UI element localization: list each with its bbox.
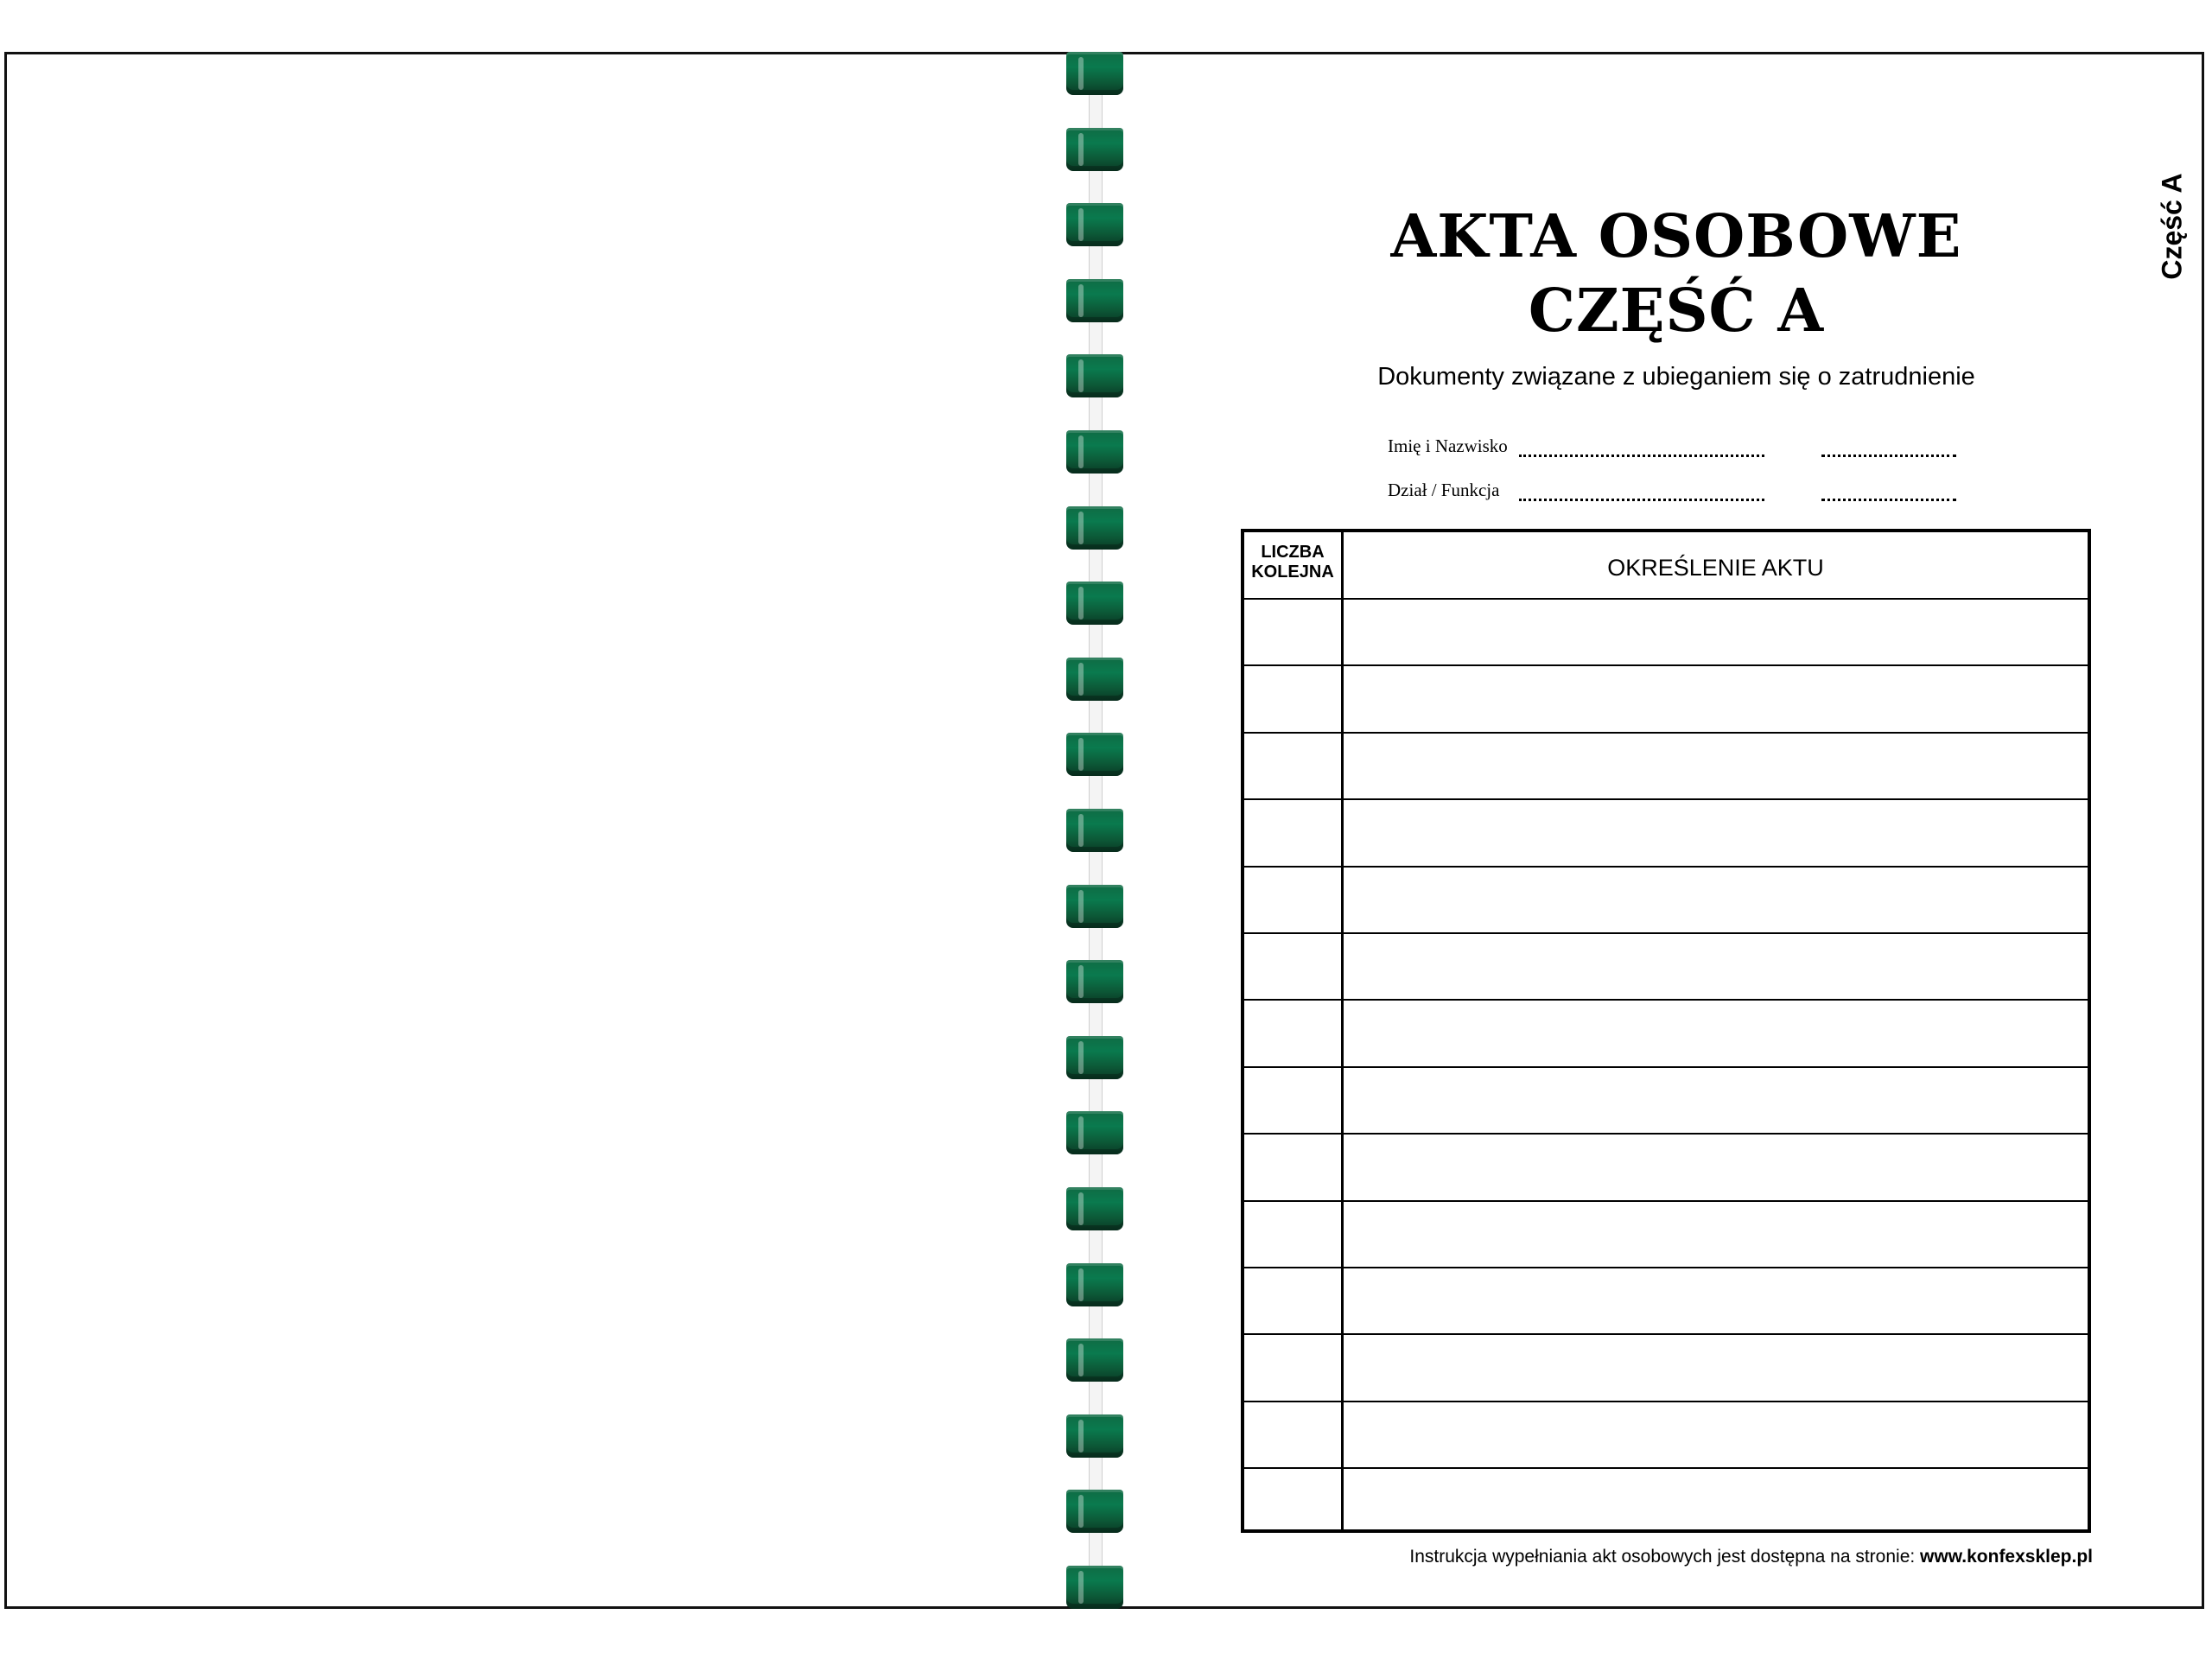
binding-ring [1061, 506, 1130, 553]
table-row[interactable] [1244, 934, 2088, 999]
binding-post [1089, 1077, 1103, 1112]
binding-post [1089, 472, 1103, 506]
binding-clip [1066, 1566, 1123, 1609]
table-header-number-line2: KOLEJNA [1251, 563, 1334, 582]
table-row[interactable] [1244, 1268, 2088, 1333]
binding-ring [1061, 354, 1130, 401]
binding-ring [1061, 885, 1130, 931]
department-field-label: Dział / Funkcja [1388, 480, 1500, 500]
document-title-line1: AKTA OSOBOWE [1390, 202, 1962, 271]
binding-clip [1066, 1187, 1123, 1230]
side-tab [2155, 166, 2190, 287]
binding-ring [1061, 1566, 1130, 1612]
binding-post [1089, 1305, 1103, 1339]
binding-clip [1066, 354, 1123, 397]
binding-ring [1061, 203, 1130, 250]
binding-ring [1061, 1036, 1130, 1083]
binding-clip [1066, 1414, 1123, 1458]
table-row[interactable] [1244, 1135, 2088, 1199]
binding-post [1089, 1380, 1103, 1414]
table-row[interactable] [1244, 1001, 2088, 1065]
table-row[interactable] [1244, 600, 2088, 664]
binding-ring [1061, 960, 1130, 1007]
department-field-line-extra[interactable] [1821, 499, 1956, 501]
binding-post [1089, 396, 1103, 430]
binding-ring [1061, 658, 1130, 704]
binding-ring [1061, 128, 1130, 175]
binding-post [1089, 699, 1103, 734]
binding-post [1089, 321, 1103, 355]
acts-table [1241, 529, 2091, 1533]
binding-ring [1061, 279, 1130, 326]
binding-post [1089, 548, 1103, 582]
binding-clip [1066, 1111, 1123, 1154]
binding-clip [1066, 809, 1123, 852]
comb-binding [1061, 52, 1130, 1611]
footnote-text: Instrukcja wypełniania akt osobowych jest dostępna na stronie: [1409, 1547, 1921, 1567]
table-header-number [1244, 543, 1341, 582]
binding-clip [1066, 1338, 1123, 1382]
binding-clip [1066, 1490, 1123, 1533]
binding-ring [1061, 1111, 1130, 1158]
department-field-line[interactable] [1519, 499, 1764, 501]
name-field-line-extra[interactable] [1821, 454, 1956, 457]
footnote [1409, 1547, 2093, 1567]
binding-clip [1066, 658, 1123, 701]
binding-post [1089, 1456, 1103, 1491]
document-title-line2: CZĘŚĆ A [1528, 276, 1825, 346]
binding-post [1089, 850, 1103, 885]
table-row[interactable] [1244, 868, 2088, 932]
binding-post [1089, 1001, 1103, 1036]
table-row[interactable] [1244, 800, 2088, 865]
binding-post [1089, 1229, 1103, 1263]
binding-ring [1061, 582, 1130, 628]
binding-clip [1066, 733, 1123, 776]
binding-clip [1066, 960, 1123, 1003]
name-field-line[interactable] [1519, 454, 1764, 457]
binding-clip [1066, 128, 1123, 171]
binding-clip [1066, 582, 1123, 625]
binding-ring [1061, 1338, 1130, 1385]
binding-ring [1061, 1414, 1130, 1461]
binding-clip [1066, 1263, 1123, 1306]
binding-clip [1066, 1036, 1123, 1079]
binding-clip [1066, 506, 1123, 550]
table-row[interactable] [1244, 734, 2088, 798]
binding-post [1089, 93, 1103, 128]
binding-clip [1066, 279, 1123, 322]
table-row[interactable] [1244, 1402, 2088, 1467]
table-row[interactable] [1244, 1469, 2088, 1534]
table-row[interactable] [1244, 1202, 2088, 1267]
binding-ring [1061, 809, 1130, 855]
binding-clip [1066, 430, 1123, 474]
table-row[interactable] [1244, 666, 2088, 731]
side-tab-label: Część A [2156, 173, 2188, 280]
binding-clip [1066, 52, 1123, 95]
binding-clip [1066, 203, 1123, 246]
binding-ring [1061, 1490, 1130, 1536]
table-header-description: OKREŚLENIE AKTU [1607, 555, 1824, 581]
footnote-link[interactable]: www.konfexsklep.pl [1920, 1547, 2093, 1567]
binding-post [1089, 245, 1103, 279]
binding-post [1089, 774, 1103, 809]
binding-ring [1061, 1263, 1130, 1310]
binding-post [1089, 623, 1103, 658]
binding-ring [1061, 430, 1130, 477]
table-row[interactable] [1244, 1335, 2088, 1400]
binding-ring [1061, 733, 1130, 779]
binding-clip [1066, 885, 1123, 928]
binding-ring [1061, 52, 1130, 99]
table-header-number-line1: LICZBA [1261, 543, 1325, 562]
binding-post [1089, 1531, 1103, 1566]
table-row[interactable] [1244, 1068, 2088, 1133]
binding-post [1089, 169, 1103, 204]
binding-post [1089, 1153, 1103, 1187]
document-subtitle: Dokumenty związane z ubieganiem się o zatrudnienie [1377, 363, 1975, 391]
binding-post [1089, 926, 1103, 961]
name-field-label: Imię i Nazwisko [1388, 435, 1508, 456]
binding-ring [1061, 1187, 1130, 1234]
